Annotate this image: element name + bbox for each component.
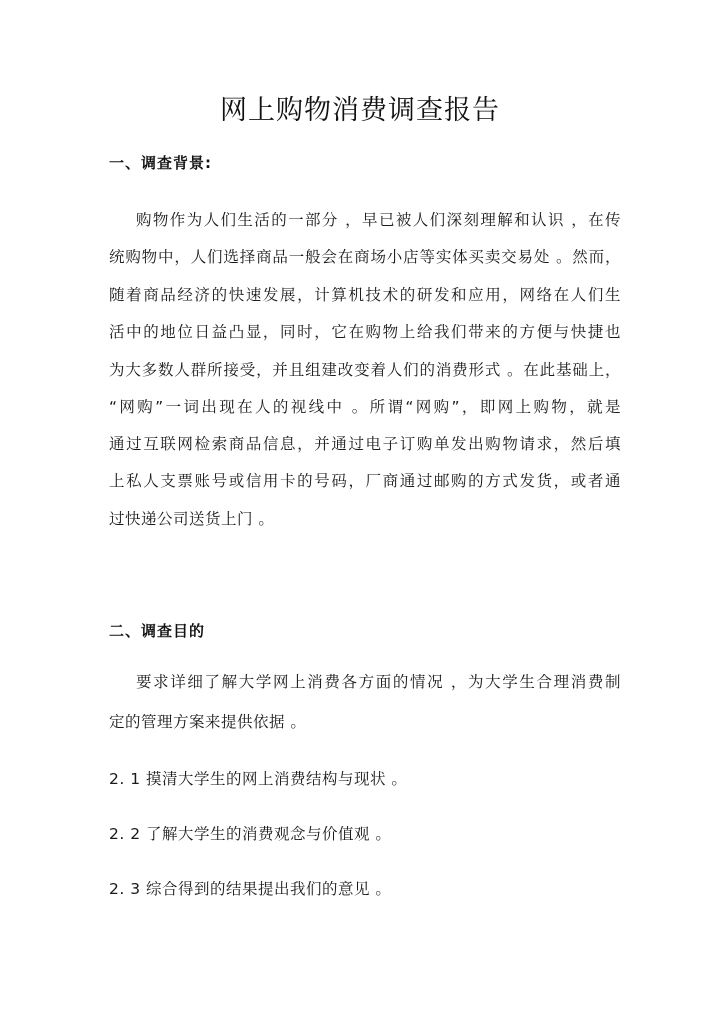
paragraph-line: 过快递公司送货上门 。 xyxy=(109,510,275,528)
section-heading-purpose: 二、调查目的 xyxy=(109,622,206,640)
list-item: 2. 2 了解大学生的消费观念与价值观 。 xyxy=(109,825,392,843)
paragraph-line: 要求详细了解大学网上消费各方面的情况 ，为大学生合理消费制 xyxy=(136,673,621,691)
paragraph-line: 定的管理方案来提供依据 。 xyxy=(109,713,307,731)
list-item: 2. 3 综合得到的结果提出我们的意见 。 xyxy=(109,880,392,898)
paragraph-line: 上私人支票账号或信用卡的号码，厂商通过邮购的方式发货，或者通 xyxy=(109,472,621,490)
paragraph-line: 活中的地位日益凸显，同时，它在购物上给我们带来的方便与快捷也 xyxy=(109,323,621,341)
paragraph-line: 统购物中，人们选择商品一般会在商场小店等实体买卖交易处 。然而， xyxy=(109,248,621,266)
paragraph-line: 为大多数人群所接受，并且组建改变着人们的消费形式 。在此基础上， xyxy=(109,361,621,379)
list-item: 2. 1 摸清大学生的网上消费结构与现状 。 xyxy=(109,770,408,788)
paragraph-line: “网购”一词出现在人的视线中 。所谓“网购”，即网上购物，就是 xyxy=(109,398,621,416)
document-title: 网上购物消费调查报告 xyxy=(220,95,500,126)
paragraph-line: 通过互联网检索商品信息，并通过电子订购单发出购物请求，然后填 xyxy=(109,435,621,453)
paragraph-line: 随着商品经济的快速发展，计算机技术的研发和应用，网络在人们生 xyxy=(109,286,621,304)
section-heading-background: 一、调查背景: xyxy=(109,154,212,172)
paragraph-line: 购物作为人们生活的一部分 ，早已被人们深刻理解和认识 ，在传 xyxy=(136,211,621,229)
